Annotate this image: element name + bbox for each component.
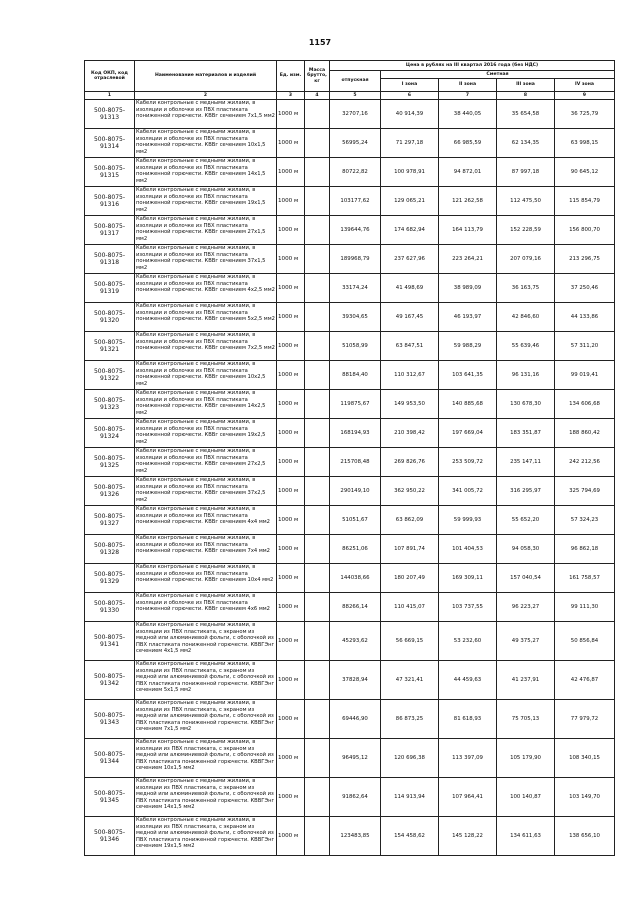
product-name: Кабели контрольные с медными жилами, в изоляции и оболочке из ПВХ пластиката пониженной горючести. КВВг сечением 14х1,5 мм2 bbox=[135, 158, 277, 187]
column-number: 3 bbox=[277, 92, 305, 100]
product-name: Кабели контрольные с медными жилами, в изоляции и оболочке из ПВХ пластиката пониженной горючести. КВВг сечением 5х2,5 мм2 bbox=[135, 303, 277, 332]
product-code: 500-8075-91342 bbox=[85, 661, 135, 700]
product-code: 500-8075-91330 bbox=[85, 593, 135, 622]
page-number: 1157 bbox=[308, 38, 332, 47]
price-zone4: 99 111,30 bbox=[555, 593, 615, 622]
price-table bbox=[84, 60, 615, 856]
price-zone1: 149 953,50 bbox=[381, 390, 439, 419]
price-zone2: 121 262,58 bbox=[439, 187, 497, 216]
column-number-row bbox=[85, 92, 615, 100]
header-zone1: I зона bbox=[381, 79, 439, 92]
price-zone1: 71 297,18 bbox=[381, 129, 439, 158]
price-zone4: 325 794,69 bbox=[555, 477, 615, 506]
price-zone2: 103 737,55 bbox=[439, 593, 497, 622]
unit-of-measure: 1000 м bbox=[277, 187, 305, 216]
product-code: 500-8075-91317 bbox=[85, 216, 135, 245]
gross-mass bbox=[305, 535, 330, 564]
price-zone2: 341 005,72 bbox=[439, 477, 497, 506]
column-number: 4 bbox=[305, 92, 330, 100]
table-row bbox=[85, 361, 615, 390]
release-price: 86251,06 bbox=[330, 535, 381, 564]
unit-of-measure: 1000 м bbox=[277, 390, 305, 419]
gross-mass bbox=[305, 778, 330, 817]
product-code: 500-8075-91328 bbox=[85, 535, 135, 564]
price-zone3: 316 295,97 bbox=[497, 477, 555, 506]
price-zone1: 107 891,74 bbox=[381, 535, 439, 564]
product-code: 500-8075-91319 bbox=[85, 274, 135, 303]
release-price: 91862,64 bbox=[330, 778, 381, 817]
price-zone1: 63 847,51 bbox=[381, 332, 439, 361]
price-zone4: 138 656,10 bbox=[555, 817, 615, 856]
header-mass: Масса брутто, кг bbox=[305, 61, 330, 92]
product-code: 500-8075-91344 bbox=[85, 739, 135, 778]
price-zone3: 41 237,91 bbox=[497, 661, 555, 700]
table-row bbox=[85, 622, 615, 661]
gross-mass bbox=[305, 419, 330, 448]
release-price: 80722,82 bbox=[330, 158, 381, 187]
column-number: 6 bbox=[381, 92, 439, 100]
price-zone1: 237 627,96 bbox=[381, 245, 439, 274]
header-zone3: III зона bbox=[497, 79, 555, 92]
price-zone1: 110 312,67 bbox=[381, 361, 439, 390]
price-zone3: 49 375,27 bbox=[497, 622, 555, 661]
unit-of-measure: 1000 м bbox=[277, 274, 305, 303]
release-price: 96495,12 bbox=[330, 739, 381, 778]
product-name: Кабели контрольные с медными жилами, в изоляции и оболочке из ПВХ пластиката пониженной горючести. КВВг сечением 7х4 мм2 bbox=[135, 535, 277, 564]
gross-mass bbox=[305, 817, 330, 856]
unit-of-measure: 1000 м bbox=[277, 778, 305, 817]
release-price: 32707,16 bbox=[330, 100, 381, 129]
column-number: 9 bbox=[555, 92, 615, 100]
price-zone4: 77 979,72 bbox=[555, 700, 615, 739]
price-zone3: 62 134,35 bbox=[497, 129, 555, 158]
release-price: 144038,66 bbox=[330, 564, 381, 593]
price-zone1: 100 978,91 bbox=[381, 158, 439, 187]
product-code: 500-8075-91326 bbox=[85, 477, 135, 506]
gross-mass bbox=[305, 390, 330, 419]
price-zone1: 47 321,41 bbox=[381, 661, 439, 700]
product-code: 500-8075-91318 bbox=[85, 245, 135, 274]
price-zone1: 129 065,21 bbox=[381, 187, 439, 216]
price-zone3: 157 040,54 bbox=[497, 564, 555, 593]
price-zone1: 210 398,42 bbox=[381, 419, 439, 448]
price-zone3: 105 179,90 bbox=[497, 739, 555, 778]
gross-mass bbox=[305, 661, 330, 700]
table-row bbox=[85, 477, 615, 506]
table-row bbox=[85, 303, 615, 332]
price-zone3: 96 223,27 bbox=[497, 593, 555, 622]
price-zone4: 108 340,15 bbox=[555, 739, 615, 778]
table-row bbox=[85, 700, 615, 739]
table-row bbox=[85, 158, 615, 187]
product-name: Кабели контрольные с медными жилами, в изоляции из ПВХ пластиката, с экраном из медной или алюминиевой фольги, с оболочкой из ПВХ пластиката пониженной горючести. КВВГЭнг сечением 4х1,5 мм2 bbox=[135, 622, 277, 661]
product-code: 500-8075-91321 bbox=[85, 332, 135, 361]
table-row bbox=[85, 129, 615, 158]
header-zone2: II зона bbox=[439, 79, 497, 92]
price-zone3: 134 611,63 bbox=[497, 817, 555, 856]
price-zone2: 44 459,63 bbox=[439, 661, 497, 700]
product-name: Кабели контрольные с медными жилами, в изоляции и оболочке из ПВХ пластиката пониженной горючести. КВВг сечением 14х2,5 мм2 bbox=[135, 390, 277, 419]
product-code: 500-8075-91324 bbox=[85, 419, 135, 448]
table-body bbox=[85, 100, 615, 856]
price-zone1: 269 826,76 bbox=[381, 448, 439, 477]
gross-mass bbox=[305, 332, 330, 361]
price-zone4: 242 212,56 bbox=[555, 448, 615, 477]
product-name: Кабели контрольные с медными жилами, в изоляции и оболочке из ПВХ пластиката пониженной горючести. КВВг сечением 4х4 мм2 bbox=[135, 506, 277, 535]
price-zone1: 40 914,39 bbox=[381, 100, 439, 129]
table-row bbox=[85, 216, 615, 245]
unit-of-measure: 1000 м bbox=[277, 419, 305, 448]
gross-mass bbox=[305, 245, 330, 274]
release-price: 56995,24 bbox=[330, 129, 381, 158]
price-zone2: 113 397,09 bbox=[439, 739, 497, 778]
price-zone4: 188 860,42 bbox=[555, 419, 615, 448]
release-price: 290149,10 bbox=[330, 477, 381, 506]
price-zone2: 103 641,35 bbox=[439, 361, 497, 390]
column-number: 2 bbox=[135, 92, 277, 100]
product-name: Кабели контрольные с медными жилами, в изоляции и оболочке из ПВХ пластиката пониженной горючести. КВВг сечением 4х2,5 мм2 bbox=[135, 274, 277, 303]
unit-of-measure: 1000 м bbox=[277, 245, 305, 274]
price-zone3: 75 705,13 bbox=[497, 700, 555, 739]
product-name: Кабели контрольные с медными жилами, в изоляции из ПВХ пластиката, с экраном из медной или алюминиевой фольги, с оболочкой из ПВХ пластиката пониженной горючести. КВВГЭнг сечением 14х1,5 мм2 bbox=[135, 778, 277, 817]
table-row bbox=[85, 332, 615, 361]
header-release: отпускная bbox=[330, 71, 381, 92]
product-name: Кабели контрольные с медными жилами, в изоляции и оболочке из ПВХ пластиката пониженной горючести. КВВг сечением 10х1,5 мм2 bbox=[135, 129, 277, 158]
price-zone4: 63 998,15 bbox=[555, 129, 615, 158]
unit-of-measure: 1000 м bbox=[277, 448, 305, 477]
product-name: Кабели контрольные с медными жилами, в изоляции и оболочке из ПВХ пластиката пониженной горючести. КВВг сечением 4х6 мм2 bbox=[135, 593, 277, 622]
table-row bbox=[85, 419, 615, 448]
header-zone4: IV зона bbox=[555, 79, 615, 92]
table-row bbox=[85, 817, 615, 856]
product-code: 500-8075-91313 bbox=[85, 100, 135, 129]
price-zone4: 134 606,68 bbox=[555, 390, 615, 419]
gross-mass bbox=[305, 129, 330, 158]
release-price: 69446,90 bbox=[330, 700, 381, 739]
release-price: 39304,65 bbox=[330, 303, 381, 332]
release-price: 189968,79 bbox=[330, 245, 381, 274]
column-number: 1 bbox=[85, 92, 135, 100]
price-zone3: 42 846,60 bbox=[497, 303, 555, 332]
price-zone2: 107 964,41 bbox=[439, 778, 497, 817]
product-code: 500-8075-91323 bbox=[85, 390, 135, 419]
price-zone4: 57 311,20 bbox=[555, 332, 615, 361]
price-zone1: 362 950,22 bbox=[381, 477, 439, 506]
table-row bbox=[85, 778, 615, 817]
price-zone1: 174 682,94 bbox=[381, 216, 439, 245]
price-zone2: 66 985,59 bbox=[439, 129, 497, 158]
product-code: 500-8075-91316 bbox=[85, 187, 135, 216]
price-zone2: 197 669,04 bbox=[439, 419, 497, 448]
release-price: 45293,62 bbox=[330, 622, 381, 661]
unit-of-measure: 1000 м bbox=[277, 477, 305, 506]
product-code: 500-8075-91341 bbox=[85, 622, 135, 661]
price-zone2: 46 193,97 bbox=[439, 303, 497, 332]
price-zone2: 169 309,11 bbox=[439, 564, 497, 593]
price-zone1: 63 862,09 bbox=[381, 506, 439, 535]
release-price: 139644,76 bbox=[330, 216, 381, 245]
price-zone2: 38 989,09 bbox=[439, 274, 497, 303]
header-estimated: Сметная bbox=[381, 71, 615, 79]
price-zone4: 156 800,70 bbox=[555, 216, 615, 245]
price-zone2: 94 872,01 bbox=[439, 158, 497, 187]
gross-mass bbox=[305, 593, 330, 622]
unit-of-measure: 1000 м bbox=[277, 361, 305, 390]
release-price: 123483,85 bbox=[330, 817, 381, 856]
product-name: Кабели контрольные с медными жилами, в изоляции и оболочке из ПВХ пластиката пониженной горючести. КВВг сечением 37х2,5 мм2 bbox=[135, 477, 277, 506]
price-zone4: 213 296,75 bbox=[555, 245, 615, 274]
price-zone2: 223 264,21 bbox=[439, 245, 497, 274]
product-name: Кабели контрольные с медными жилами, в изоляции и оболочке из ПВХ пластиката пониженной горючести. КВВг сечением 19х1,5 мм2 bbox=[135, 187, 277, 216]
product-code: 500-8075-91329 bbox=[85, 564, 135, 593]
price-zone3: 100 140,87 bbox=[497, 778, 555, 817]
price-zone3: 183 351,87 bbox=[497, 419, 555, 448]
header-code: Код ОКП, код отраслевой bbox=[85, 61, 135, 92]
price-zone1: 120 696,38 bbox=[381, 739, 439, 778]
price-zone1: 110 415,07 bbox=[381, 593, 439, 622]
gross-mass bbox=[305, 216, 330, 245]
header-name: Наименование материалов и изделий bbox=[135, 61, 277, 92]
unit-of-measure: 1000 м bbox=[277, 700, 305, 739]
unit-of-measure: 1000 м bbox=[277, 564, 305, 593]
table-row bbox=[85, 245, 615, 274]
price-zone3: 207 079,16 bbox=[497, 245, 555, 274]
column-number: 8 bbox=[497, 92, 555, 100]
gross-mass bbox=[305, 274, 330, 303]
unit-of-measure: 1000 м bbox=[277, 506, 305, 535]
gross-mass bbox=[305, 303, 330, 332]
price-zone4: 37 250,46 bbox=[555, 274, 615, 303]
gross-mass bbox=[305, 564, 330, 593]
price-zone2: 53 232,60 bbox=[439, 622, 497, 661]
gross-mass bbox=[305, 622, 330, 661]
price-zone3: 94 058,30 bbox=[497, 535, 555, 564]
price-zone1: 56 669,15 bbox=[381, 622, 439, 661]
release-price: 37828,94 bbox=[330, 661, 381, 700]
product-code: 500-8075-91345 bbox=[85, 778, 135, 817]
unit-of-measure: 1000 м bbox=[277, 593, 305, 622]
product-name: Кабели контрольные с медными жилами, в изоляции из ПВХ пластиката, с экраном из медной или алюминиевой фольги, с оболочкой из ПВХ пластиката пониженной горючести. КВВГЭнг сечением 7х1,5 мм2 bbox=[135, 700, 277, 739]
unit-of-measure: 1000 м bbox=[277, 216, 305, 245]
unit-of-measure: 1000 м bbox=[277, 100, 305, 129]
product-code: 500-8075-91314 bbox=[85, 129, 135, 158]
price-zone2: 164 113,79 bbox=[439, 216, 497, 245]
column-number: 7 bbox=[439, 92, 497, 100]
release-price: 119875,67 bbox=[330, 390, 381, 419]
gross-mass bbox=[305, 739, 330, 778]
price-zone4: 90 645,12 bbox=[555, 158, 615, 187]
product-code: 500-8075-91325 bbox=[85, 448, 135, 477]
column-number: 5 bbox=[330, 92, 381, 100]
price-zone1: 180 207,49 bbox=[381, 564, 439, 593]
price-zone4: 50 856,84 bbox=[555, 622, 615, 661]
gross-mass bbox=[305, 700, 330, 739]
table-row bbox=[85, 100, 615, 129]
unit-of-measure: 1000 м bbox=[277, 129, 305, 158]
product-name: Кабели контрольные с медными жилами, в изоляции и оболочке из ПВХ пластиката пониженной горючести. КВВг сечением 37х1,5 мм2 bbox=[135, 245, 277, 274]
release-price: 103177,62 bbox=[330, 187, 381, 216]
header-unit: Ед. изм. bbox=[277, 61, 305, 92]
price-zone4: 115 854,79 bbox=[555, 187, 615, 216]
price-zone2: 253 509,72 bbox=[439, 448, 497, 477]
price-zone3: 55 652,20 bbox=[497, 506, 555, 535]
gross-mass bbox=[305, 477, 330, 506]
unit-of-measure: 1000 м bbox=[277, 622, 305, 661]
price-zone1: 41 498,69 bbox=[381, 274, 439, 303]
price-zone4: 99 019,41 bbox=[555, 361, 615, 390]
product-name: Кабели контрольные с медными жилами, в изоляции и оболочке из ПВХ пластиката пониженной горючести. КВВг сечением 7х2,5 мм2 bbox=[135, 332, 277, 361]
price-zone4: 42 476,87 bbox=[555, 661, 615, 700]
unit-of-measure: 1000 м bbox=[277, 535, 305, 564]
price-zone4: 57 324,23 bbox=[555, 506, 615, 535]
table-row bbox=[85, 506, 615, 535]
price-zone3: 152 228,59 bbox=[497, 216, 555, 245]
price-zone3: 112 475,50 bbox=[497, 187, 555, 216]
price-zone1: 49 167,45 bbox=[381, 303, 439, 332]
release-price: 51051,67 bbox=[330, 506, 381, 535]
price-zone2: 38 440,05 bbox=[439, 100, 497, 129]
product-name: Кабели контрольные с медными жилами, в изоляции из ПВХ пластиката, с экраном из медной или алюминиевой фольги, с оболочкой из ПВХ пластиката пониженной горючести. КВВГЭнг сечением 10х1,5 мм2 bbox=[135, 739, 277, 778]
unit-of-measure: 1000 м bbox=[277, 817, 305, 856]
unit-of-measure: 1000 м bbox=[277, 332, 305, 361]
price-zone2: 59 988,29 bbox=[439, 332, 497, 361]
product-code: 500-8075-91343 bbox=[85, 700, 135, 739]
gross-mass bbox=[305, 361, 330, 390]
product-code: 500-8075-91327 bbox=[85, 506, 135, 535]
product-name: Кабели контрольные с медными жилами, в изоляции и оболочке из ПВХ пластиката пониженной горючести. КВВг сечением 27х1,5 мм2 bbox=[135, 216, 277, 245]
table-row bbox=[85, 739, 615, 778]
header-price-group: Цена в рублях на III квартал 2016 года (без НДС) bbox=[330, 61, 615, 71]
price-zone3: 55 639,46 bbox=[497, 332, 555, 361]
gross-mass bbox=[305, 506, 330, 535]
product-name: Кабели контрольные с медными жилами, в изоляции из ПВХ пластиката, с экраном из медной или алюминиевой фольги, с оболочкой из ПВХ пластиката пониженной горючести. КВВГЭнг сечением 5х1,5 мм2 bbox=[135, 661, 277, 700]
price-zone2: 140 885,68 bbox=[439, 390, 497, 419]
gross-mass bbox=[305, 100, 330, 129]
product-code: 500-8075-91346 bbox=[85, 817, 135, 856]
price-zone4: 96 862,18 bbox=[555, 535, 615, 564]
table-row bbox=[85, 661, 615, 700]
price-zone3: 36 163,75 bbox=[497, 274, 555, 303]
release-price: 88266,14 bbox=[330, 593, 381, 622]
product-code: 500-8075-91320 bbox=[85, 303, 135, 332]
price-zone3: 35 654,58 bbox=[497, 100, 555, 129]
price-zone1: 154 458,62 bbox=[381, 817, 439, 856]
release-price: 33174,24 bbox=[330, 274, 381, 303]
price-zone4: 36 725,79 bbox=[555, 100, 615, 129]
product-name: Кабели контрольные с медными жилами, в изоляции и оболочке из ПВХ пластиката пониженной горючести. КВВг сечением 10х2,5 мм2 bbox=[135, 361, 277, 390]
price-zone1: 86 873,25 bbox=[381, 700, 439, 739]
table-row bbox=[85, 535, 615, 564]
product-name: Кабели контрольные с медными жилами, в изоляции из ПВХ пластиката, с экраном из медной или алюминиевой фольги, с оболочкой из ПВХ пластиката пониженной горючести. КВВГЭнг сечением 19х1,5 мм2 bbox=[135, 817, 277, 856]
gross-mass bbox=[305, 187, 330, 216]
unit-of-measure: 1000 м bbox=[277, 739, 305, 778]
price-zone4: 161 758,57 bbox=[555, 564, 615, 593]
price-zone2: 101 404,53 bbox=[439, 535, 497, 564]
unit-of-measure: 1000 м bbox=[277, 158, 305, 187]
gross-mass bbox=[305, 158, 330, 187]
gross-mass bbox=[305, 448, 330, 477]
release-price: 88184,40 bbox=[330, 361, 381, 390]
price-zone4: 44 133,86 bbox=[555, 303, 615, 332]
price-zone3: 96 131,16 bbox=[497, 361, 555, 390]
product-name: Кабели контрольные с медными жилами, в изоляции и оболочке из ПВХ пластиката пониженной горючести. КВВг сечением 10х4 мм2 bbox=[135, 564, 277, 593]
product-code: 500-8075-91322 bbox=[85, 361, 135, 390]
price-zone2: 81 618,93 bbox=[439, 700, 497, 739]
table-row bbox=[85, 448, 615, 477]
product-name: Кабели контрольные с медными жилами, в изоляции и оболочке из ПВХ пластиката пониженной горючести. КВВг сечением 19х2,5 мм2 bbox=[135, 419, 277, 448]
table-row bbox=[85, 187, 615, 216]
unit-of-measure: 1000 м bbox=[277, 303, 305, 332]
price-zone2: 145 128,22 bbox=[439, 817, 497, 856]
price-zone2: 59 999,93 bbox=[439, 506, 497, 535]
product-name: Кабели контрольные с медными жилами, в изоляции и оболочке из ПВХ пластиката пониженной горючести. КВВг сечением 7х1,5 мм2 bbox=[135, 100, 277, 129]
product-name: Кабели контрольные с медными жилами, в изоляции и оболочке из ПВХ пластиката пониженной горючести. КВВг сечением 27х2,5 мм2 bbox=[135, 448, 277, 477]
release-price: 168194,93 bbox=[330, 419, 381, 448]
price-zone3: 235 147,11 bbox=[497, 448, 555, 477]
table-row bbox=[85, 564, 615, 593]
product-code: 500-8075-91315 bbox=[85, 158, 135, 187]
unit-of-measure: 1000 м bbox=[277, 661, 305, 700]
price-zone1: 114 913,94 bbox=[381, 778, 439, 817]
table-row bbox=[85, 593, 615, 622]
table-row bbox=[85, 390, 615, 419]
price-zone4: 103 149,70 bbox=[555, 778, 615, 817]
price-zone3: 130 678,30 bbox=[497, 390, 555, 419]
table-row bbox=[85, 274, 615, 303]
release-price: 215708,48 bbox=[330, 448, 381, 477]
release-price: 51058,99 bbox=[330, 332, 381, 361]
price-zone3: 87 997,18 bbox=[497, 158, 555, 187]
